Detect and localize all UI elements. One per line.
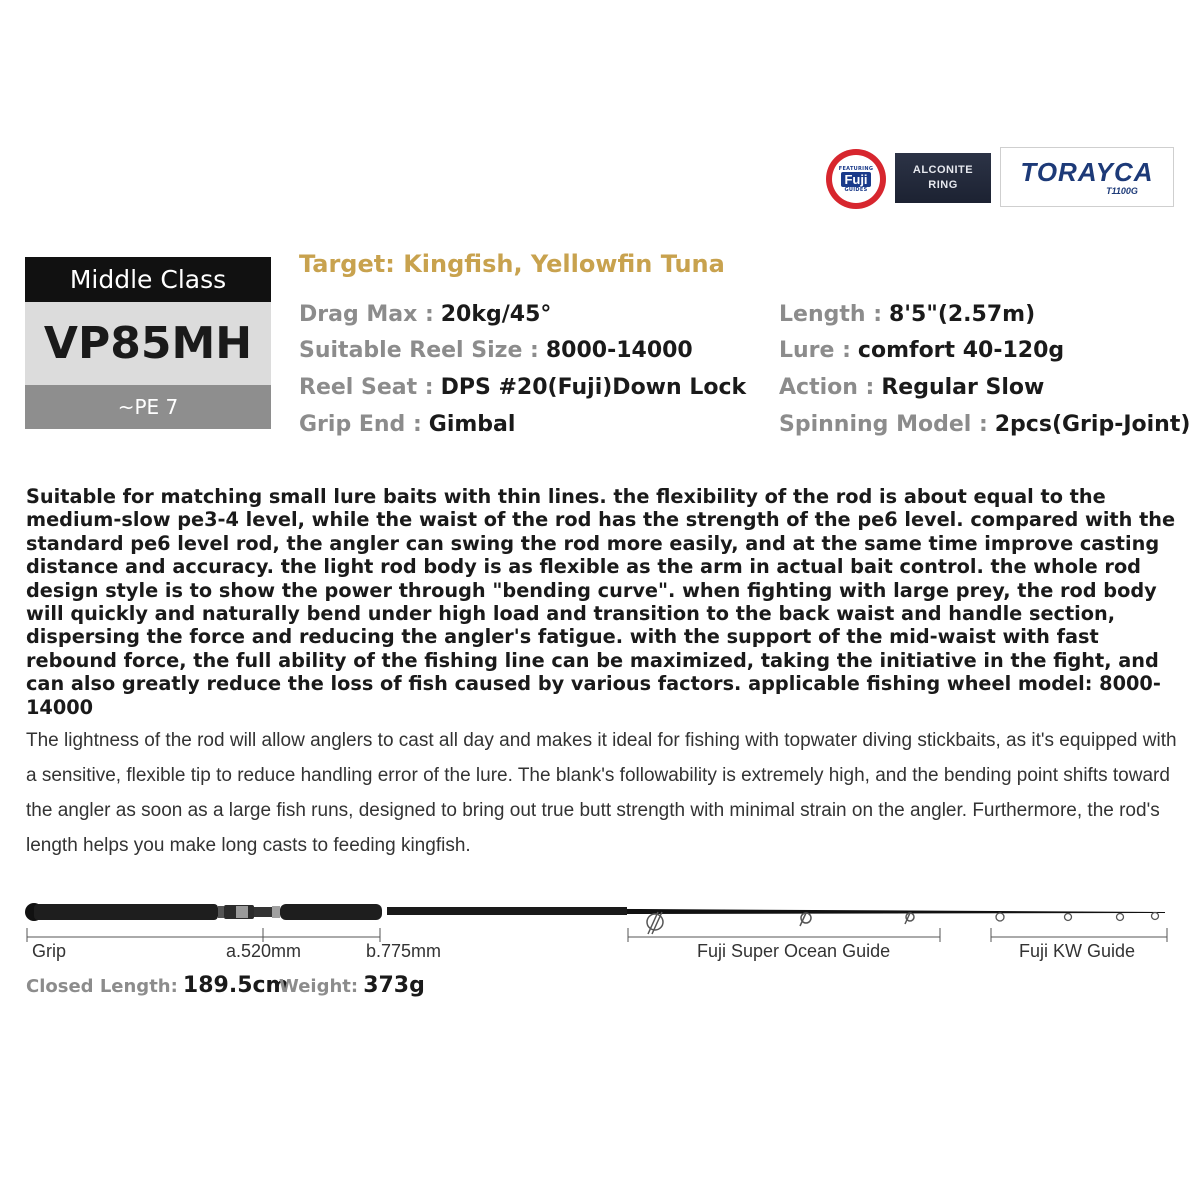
spec-label: Grip End : — [299, 412, 422, 437]
class-label: Middle Class — [25, 257, 271, 302]
spec-label: Reel Seat : — [299, 375, 434, 400]
closed-length-label: Closed Length: — [26, 976, 178, 997]
spec-value: Gimbal — [428, 412, 516, 437]
spec-spinning-model — [779, 410, 1190, 440]
super-ocean-guide-label: Fuji Super Ocean Guide — [697, 941, 891, 961]
description-regular: The lightness of the rod will allow anglers to cast all day and makes it ideal for fishing with topwater diving stickbaits, as it's equipped with a sensitive, flexible tip to reduce handling error of the lure. The blank's followability is extremely high, and the bending point shifts toward the angler as soon as a large fish runs, designed to bring out true butt strength with minimal strain on the angler. Furthermore, the rod's length helps you make long casts to feeding kingfish. — [26, 730, 1177, 856]
kw-guide-ring — [1152, 913, 1159, 920]
torayca-logo-sub: T1100G — [1106, 186, 1138, 196]
spec-value: comfort 40-120g — [857, 338, 1065, 363]
closed-length — [26, 973, 288, 998]
alconite-ring-logo — [895, 153, 991, 203]
rod-rear-grip — [34, 904, 218, 920]
spec-reel-size — [299, 336, 693, 366]
weight — [279, 973, 425, 998]
spec-value: 8'5"(2.57m) — [889, 302, 1036, 327]
spec-value: Regular Slow — [881, 375, 1045, 400]
spec-label: Drag Max : — [299, 302, 434, 327]
spec-lure — [779, 336, 1064, 366]
rod-fore-grip — [280, 904, 382, 920]
kw-guide-label: Fuji KW Guide — [1019, 941, 1136, 961]
spec-label: Lure : — [779, 338, 851, 363]
fuji-guides-logo — [826, 149, 886, 209]
rod-joint-ring — [272, 906, 280, 918]
spec-value: 20kg/45° — [440, 302, 552, 327]
spec-grip-end — [299, 410, 515, 440]
weight-value: 373g — [363, 973, 425, 998]
torayca-logo-main: TORAYCA — [1020, 157, 1154, 187]
fuji-logo-bottom-text: GUIDES — [844, 186, 868, 193]
description-bold: Suitable for matching small lure baits with thin lines. the flexibility of the rod is about equal to the medium-slow pe3-4 level, while the waist of the rod has the strength of the pe6 level. compared with the standard pe6 level rod, the angler can swing the rod more easily, and at the same time improve casting distance and accuracy. the light rod body is as flexible as the arm in actual bait control. the whole rod design style is to show the power through "bending curve". when fighting with large prey, the rod body will quickly and naturally bend under high load and transition to the back waist and handle section, dispersing the force and reducing the angler's fatigue. with the support of the mid-waist with fast rebound force, the full ability of the fishing line can be maximized, taking the initiative in the fight, and can also greatly reduce the loss of fish caused by various factors. applicable fishing wheel model: 8000-14000 — [26, 485, 1176, 719]
kw-guide-ring — [1117, 914, 1124, 921]
fuji-logo-inner — [832, 155, 880, 203]
rod-butt-section — [387, 907, 627, 915]
spec-value: 2pcs(Grip-Joint) — [994, 412, 1191, 437]
spec-label: Action : — [779, 375, 875, 400]
target-species: Target: Kingfish, Yellowfin Tuna — [299, 250, 725, 278]
model-name: VP85MH — [25, 302, 271, 385]
spec-action — [779, 373, 1044, 403]
rod-grip-ring — [218, 906, 224, 918]
dimension-b-label: b.775mm — [366, 941, 442, 961]
spec-label: Spinning Model : — [779, 412, 988, 437]
dimension-brackets — [27, 928, 1167, 942]
kw-guide-ring — [1065, 914, 1072, 921]
torayca-logo — [1000, 147, 1174, 207]
kw-guide-ring — [996, 913, 1004, 921]
spec-value: DPS #20(Fuji)Down Lock — [440, 375, 747, 400]
pe-rating: ~PE 7 — [25, 385, 271, 429]
fuji-logo-top-text: FEATURING — [838, 165, 874, 172]
spec-label: Suitable Reel Size : — [299, 338, 539, 363]
spec-label: Length : — [779, 302, 882, 327]
alconite-logo-line2: RING — [928, 179, 958, 191]
spec-drag-max — [299, 300, 551, 330]
alconite-logo-line1: ALCONITE — [912, 164, 974, 176]
fuji-logo-main-text: Fuji — [841, 172, 870, 187]
super-ocean-guides — [647, 912, 914, 934]
spec-length — [779, 300, 1035, 330]
grip-label: Grip — [32, 941, 67, 961]
weight-label: Weight: — [279, 976, 359, 997]
spec-value: 8000-14000 — [545, 338, 693, 363]
spec-reel-seat — [299, 373, 746, 403]
kw-guides — [996, 913, 1159, 922]
closed-length-value: 189.5cm — [182, 973, 289, 998]
dimension-a-label: a.520mm — [226, 941, 302, 961]
rod-seat-band — [236, 906, 248, 918]
